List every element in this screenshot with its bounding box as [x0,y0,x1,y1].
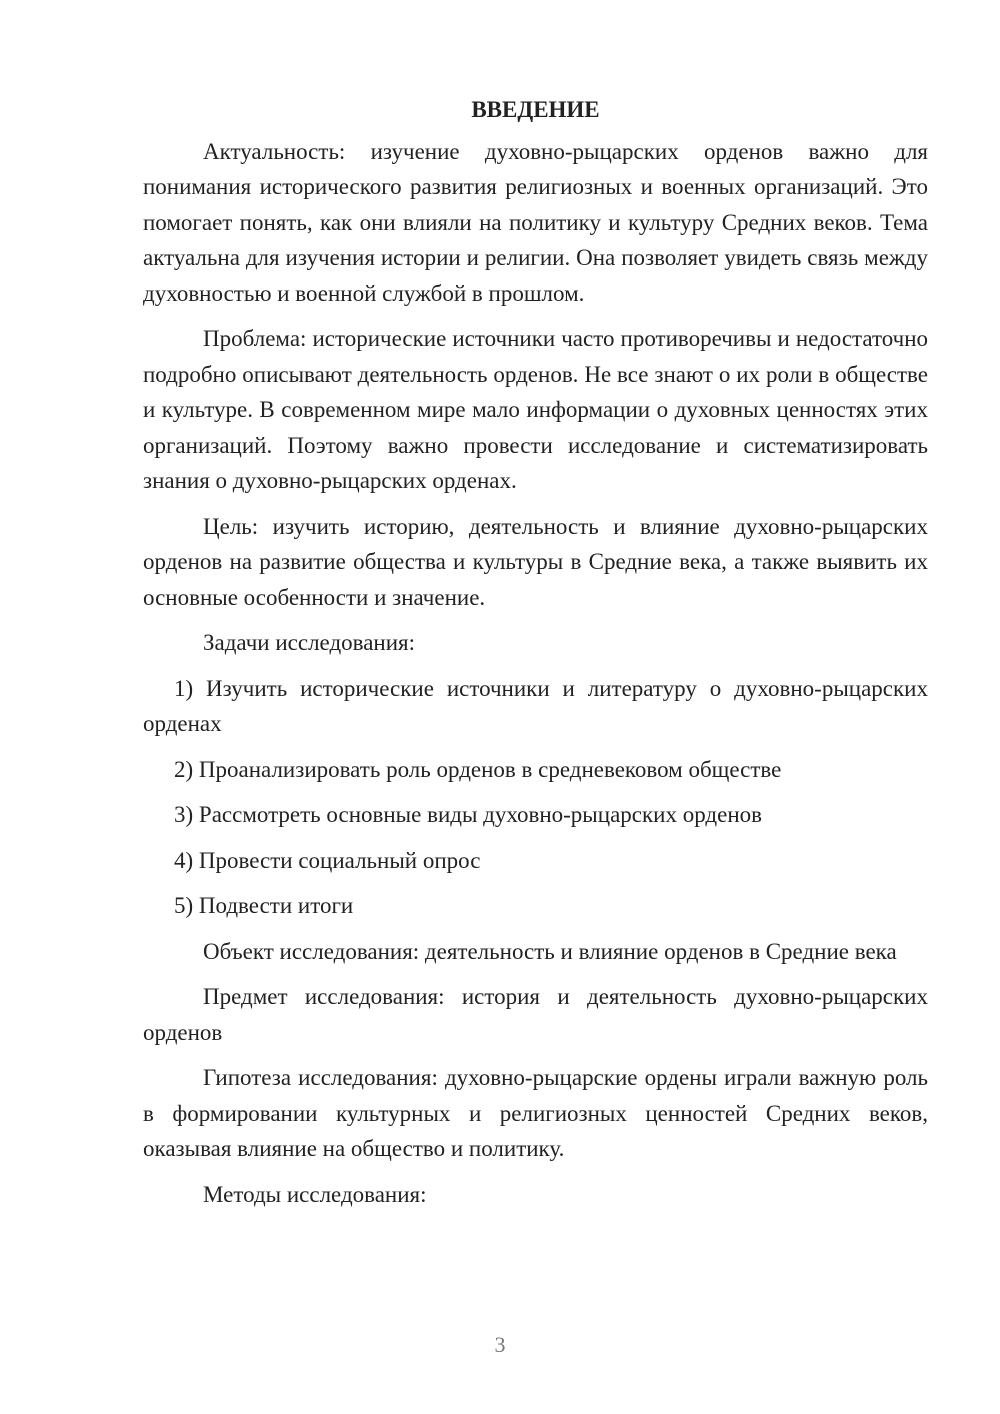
methods-heading: Методы исследования: [203,1181,427,1207]
page-title: ВВЕДЕНИЕ [471,97,600,122]
problem-paragraph: Проблема: исторические источники часто противоречивы и недостаточно подробно описывают деятельность орденов. Не все знают о их роли в обществе и культуре. В современном мире мало информации о духовных ценностях этих организаций. Поэтому важно провести исследование и систематизировать знания о духовно-рыцарских орденах. [143,326,928,493]
task-item: 1) Изучить исторические источники и литературу о духовно-рыцарских орденах [143,675,928,736]
object-paragraph: Объект исследования: деятельность и влияние орденов в Средние века [203,938,897,964]
page-number: 3 [494,1332,506,1357]
task-item: 3) Рассмотреть основные виды духовно-рыцарских орденов [174,802,762,827]
hypothesis-paragraph: Гипотеза исследования: духовно-рыцарские ордены играли важную роль в формировании культурных и религиозных ценностей Средних веков, оказывая влияние на общество и политику. [143,1065,928,1161]
task-item: 2) Проанализировать роль орденов в средневековом обществе [174,756,782,782]
subject-paragraph: Предмет исследования: история и деятельность духовно-рыцарских орденов [143,984,928,1045]
goal-paragraph: Цель: изучить историю, деятельность и влияние духовно-рыцарских орденов на развитие общества и культуры в Средние века, а также выявить их основные особенности и значение. [143,513,928,610]
task-item: 4) Провести социальный опрос [174,847,481,873]
task-item: 5) Подвести итоги [174,893,354,918]
tasks-heading: Задачи исследования: [203,630,416,655]
document-page [143,92,928,1222]
relevance-paragraph: Актуальность: изучение духовно-рыцарских орденов важно для понимания исторического развития религиозных и военных организаций. Это помогает понять, как они влияли на политику и культуру Средних веков. Тема актуальна для изучения истории и религии. Она позволяет увидеть связь между духовностью и военной службой в прошлом. [143,138,928,306]
